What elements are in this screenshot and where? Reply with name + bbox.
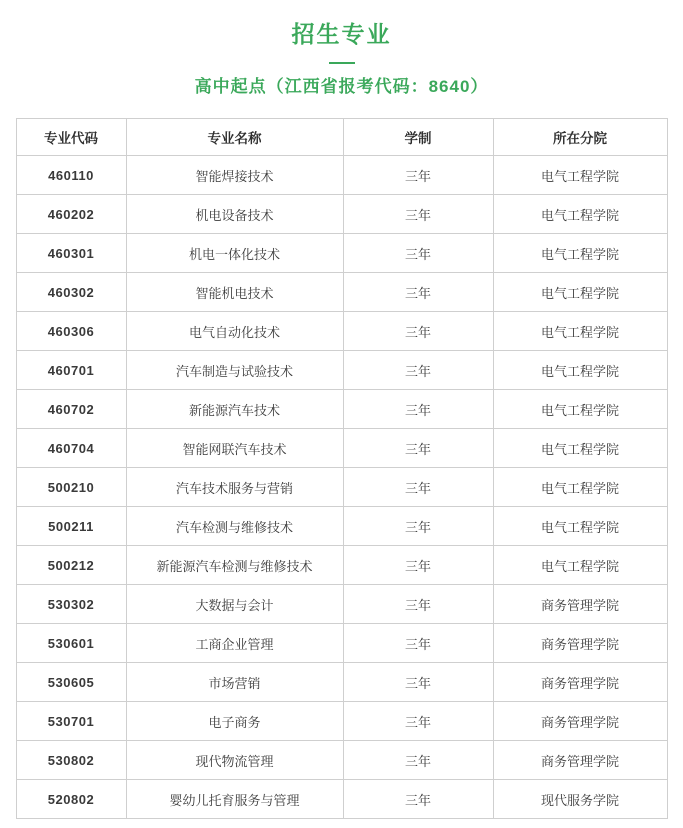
cell-dept: 电气工程学院 [493,312,667,351]
cell-name: 汽车技术服务与营销 [126,468,343,507]
cell-name: 智能机电技术 [126,273,343,312]
cell-length: 三年 [343,663,493,702]
cell-code: 460702 [16,390,126,429]
cell-length: 三年 [343,702,493,741]
cell-dept: 电气工程学院 [493,351,667,390]
cell-length: 三年 [343,585,493,624]
cell-name: 电气自动化技术 [126,312,343,351]
cell-name: 汽车制造与试验技术 [126,351,343,390]
cell-code: 530701 [16,702,126,741]
cell-dept: 电气工程学院 [493,195,667,234]
cell-dept: 电气工程学院 [493,234,667,273]
cell-code: 460704 [16,429,126,468]
cell-length: 三年 [343,546,493,585]
table-row [16,390,667,429]
cell-name: 新能源汽车技术 [126,390,343,429]
cell-code: 460110 [16,156,126,195]
column-header-code: 专业代码 [16,119,126,156]
column-header-length: 学制 [343,119,493,156]
cell-code: 460701 [16,351,126,390]
cell-code: 460301 [16,234,126,273]
table-row [16,351,667,390]
cell-name: 大数据与会计 [126,585,343,624]
cell-name: 机电设备技术 [126,195,343,234]
table-row [16,234,667,273]
cell-dept: 商务管理学院 [493,663,667,702]
table-row [16,312,667,351]
table-row [16,546,667,585]
cell-code: 500212 [16,546,126,585]
cell-length: 三年 [343,468,493,507]
cell-dept: 商务管理学院 [493,741,667,780]
cell-dept: 电气工程学院 [493,546,667,585]
table-row [16,741,667,780]
table-row [16,507,667,546]
cell-dept: 商务管理学院 [493,702,667,741]
cell-dept: 电气工程学院 [493,156,667,195]
cell-code: 500210 [16,468,126,507]
cell-dept: 电气工程学院 [493,507,667,546]
cell-name: 现代物流管理 [126,741,343,780]
document-page [0,18,683,819]
cell-dept: 商务管理学院 [493,585,667,624]
cell-name: 机电一体化技术 [126,234,343,273]
cell-length: 三年 [343,351,493,390]
table-row [16,585,667,624]
cell-code: 460306 [16,312,126,351]
table-row [16,195,667,234]
cell-code: 520802 [16,780,126,819]
column-header-dept: 所在分院 [493,119,667,156]
cell-dept: 电气工程学院 [493,429,667,468]
cell-code: 530302 [16,585,126,624]
cell-length: 三年 [343,156,493,195]
cell-code: 530605 [16,663,126,702]
page-title: 招生专业 [291,21,392,47]
cell-code: 530802 [16,741,126,780]
table-row [16,702,667,741]
table-row [16,273,667,312]
table-row [16,663,667,702]
cell-code: 460202 [16,195,126,234]
cell-dept: 电气工程学院 [493,468,667,507]
cell-name: 市场营销 [126,663,343,702]
cell-length: 三年 [343,234,493,273]
cell-length: 三年 [343,273,493,312]
majors-table [16,118,668,819]
column-header-name: 专业名称 [126,119,343,156]
title-divider [329,62,355,64]
cell-code: 460302 [16,273,126,312]
cell-name: 汽车检测与维修技术 [126,507,343,546]
cell-dept: 现代服务学院 [493,780,667,819]
majors-table-body [16,156,667,819]
table-row [16,780,667,819]
cell-dept: 电气工程学院 [493,390,667,429]
cell-name: 新能源汽车检测与维修技术 [126,546,343,585]
cell-dept: 电气工程学院 [493,273,667,312]
cell-name: 智能网联汽车技术 [126,429,343,468]
table-row [16,429,667,468]
cell-name: 智能焊接技术 [126,156,343,195]
cell-name: 电子商务 [126,702,343,741]
cell-length: 三年 [343,780,493,819]
table-row [16,468,667,507]
cell-dept: 商务管理学院 [493,624,667,663]
cell-code: 530601 [16,624,126,663]
page-subtitle: 高中起点（江西省报考代码：8640） [194,77,489,96]
cell-length: 三年 [343,312,493,351]
cell-length: 三年 [343,195,493,234]
cell-code: 500211 [16,507,126,546]
cell-length: 三年 [343,429,493,468]
cell-name: 工商企业管理 [126,624,343,663]
table-row [16,624,667,663]
table-header-row [16,119,667,156]
cell-length: 三年 [343,507,493,546]
cell-name: 婴幼儿托育服务与管理 [126,780,343,819]
cell-length: 三年 [343,390,493,429]
cell-length: 三年 [343,741,493,780]
cell-length: 三年 [343,624,493,663]
table-row [16,156,667,195]
